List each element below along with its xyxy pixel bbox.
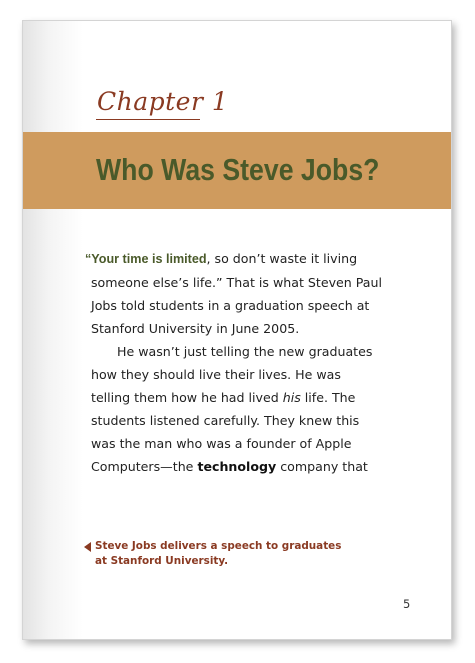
glossary-term-technology: technology bbox=[197, 459, 277, 474]
photo-caption bbox=[84, 539, 341, 569]
paragraph-1 bbox=[85, 247, 391, 340]
quote-open: “ bbox=[85, 252, 92, 266]
paragraph-2 bbox=[91, 340, 391, 478]
body-line bbox=[91, 386, 391, 409]
caption-line: Steve Jobs delivers a speech to graduates bbox=[95, 540, 342, 552]
chapter-title: Who Was Steve Jobs? bbox=[96, 152, 380, 187]
page-number: 5 bbox=[403, 597, 411, 611]
caption-text bbox=[84, 539, 341, 569]
caption-line: at Stanford University. bbox=[95, 555, 229, 567]
body-text-span: telling them how he had lived bbox=[91, 390, 283, 405]
left-triangle-icon bbox=[84, 542, 91, 552]
body-text-span: , so don’t waste it living bbox=[206, 251, 358, 266]
body-line: was the man who was a founder of Apple bbox=[91, 436, 352, 451]
body-text-span: life. The bbox=[300, 390, 356, 405]
body-line: students listened carefully. They knew this bbox=[91, 413, 360, 428]
body-text-span: Computers—the bbox=[91, 459, 198, 474]
quote-highlight: Your time is limited bbox=[91, 252, 207, 266]
body-line: Stanford University in June 2005. bbox=[91, 321, 300, 336]
body-line bbox=[91, 455, 391, 478]
body-line: how they should live their lives. He was bbox=[91, 367, 341, 382]
chapter-underline bbox=[96, 119, 200, 120]
book-page bbox=[22, 20, 452, 640]
body-text-span: company that bbox=[276, 459, 368, 474]
chapter-label: Chapter 1 bbox=[97, 87, 229, 116]
body-text bbox=[85, 247, 391, 478]
emphasis-his: his bbox=[282, 390, 301, 405]
body-line: He wasn’t just telling the new graduates bbox=[117, 344, 373, 359]
body-line bbox=[85, 247, 385, 271]
body-line: someone else’s life.” That is what Steven Paul bbox=[91, 275, 382, 290]
body-line: Jobs told students in a graduation speech at bbox=[91, 298, 370, 313]
